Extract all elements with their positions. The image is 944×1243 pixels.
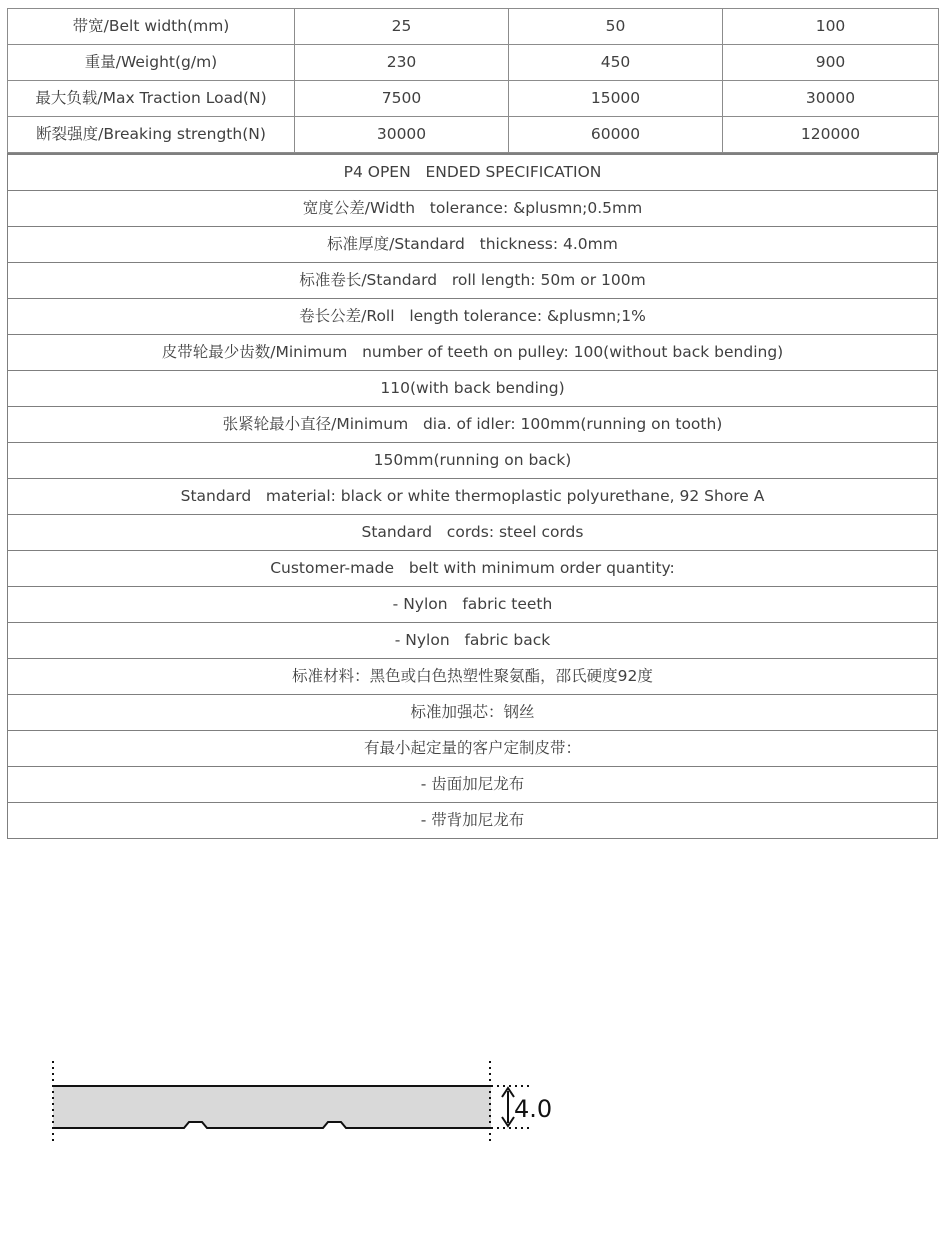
belt-cross-section [53,1086,491,1128]
table-row [8,371,938,407]
spec-line: Standard material: black or white thermoplastic polyurethane, 92 Shore A [8,479,938,515]
cell-value: 30000 [295,117,509,153]
spec-line: - Nylon fabric back [8,623,938,659]
spec-line: 宽度公差/Width tolerance: &plusmn;0.5mm [8,191,938,227]
belt-profile-svg [40,1055,580,1155]
table-row [8,191,938,227]
spec-line: 标准材料：黑色或白色热塑性聚氨酯，邵氏硬度92度 [8,659,938,695]
table-row [8,263,938,299]
table-row [8,407,938,443]
cell-value: 100 [723,9,939,45]
table-row [8,803,938,839]
cell-value: 120000 [723,117,939,153]
open-ended-specification-table [7,153,938,839]
table-row [8,623,938,659]
cell-value: 900 [723,45,939,81]
spec-line: Standard cords: steel cords [8,515,938,551]
spec-line: 110(with back bending) [8,371,938,407]
cell-value: 25 [295,9,509,45]
table-row [8,299,938,335]
table-row [8,587,938,623]
table-row [8,659,938,695]
cell-value: 50 [509,9,723,45]
cell-value: 15000 [509,81,723,117]
table-row [8,9,939,45]
table-row [8,479,938,515]
spec-line: 标准加强芯：钢丝 [8,695,938,731]
row-label-breaking-strength: 断裂强度/Breaking strength(N) [8,117,295,153]
table-row [8,227,938,263]
spec-line: - 齿面加尼龙布 [8,767,938,803]
cell-value: 30000 [723,81,939,117]
table-row [8,515,938,551]
table-row [8,731,938,767]
table-row [8,45,939,81]
spec-line: 有最小起定量的客户定制皮带： [8,731,938,767]
cell-value: 7500 [295,81,509,117]
spec-line: 标准卷长/Standard roll length: 50m or 100m [8,263,938,299]
table-row [8,443,938,479]
spec-heading: P4 OPEN ENDED SPECIFICATION [8,154,938,191]
belt-profile-diagram [40,1055,580,1155]
table-row [8,81,939,117]
cell-value: 230 [295,45,509,81]
spec-line: 皮带轮最少齿数/Minimum number of teeth on pulley: 100(without back bending) [8,335,938,371]
table-row [8,695,938,731]
spec-line: 卷长公差/Roll length tolerance: &plusmn;1% [8,299,938,335]
spec-line: - Nylon fabric teeth [8,587,938,623]
row-label-belt-width: 带宽/Belt width(mm) [8,9,295,45]
table-row [8,154,938,191]
spec-line: 150mm(running on back) [8,443,938,479]
cell-value: 450 [509,45,723,81]
spec-line: 张紧轮最小直径/Minimum dia. of idler: 100mm(running on tooth) [8,407,938,443]
table-row [8,551,938,587]
table-row [8,767,938,803]
table-row [8,335,938,371]
table-row [8,117,939,153]
thickness-label: 4.0 [514,1095,553,1123]
row-label-weight: 重量/Weight(g/m) [8,45,295,81]
belt-properties-table [7,8,939,153]
spec-line: - 带背加尼龙布 [8,803,938,839]
cell-value: 60000 [509,117,723,153]
spec-line: Customer-made belt with minimum order quantity: [8,551,938,587]
specification-tables [7,8,938,839]
row-label-max-traction-load: 最大负载/Max Traction Load(N) [8,81,295,117]
spec-line: 标准厚度/Standard thickness: 4.0mm [8,227,938,263]
